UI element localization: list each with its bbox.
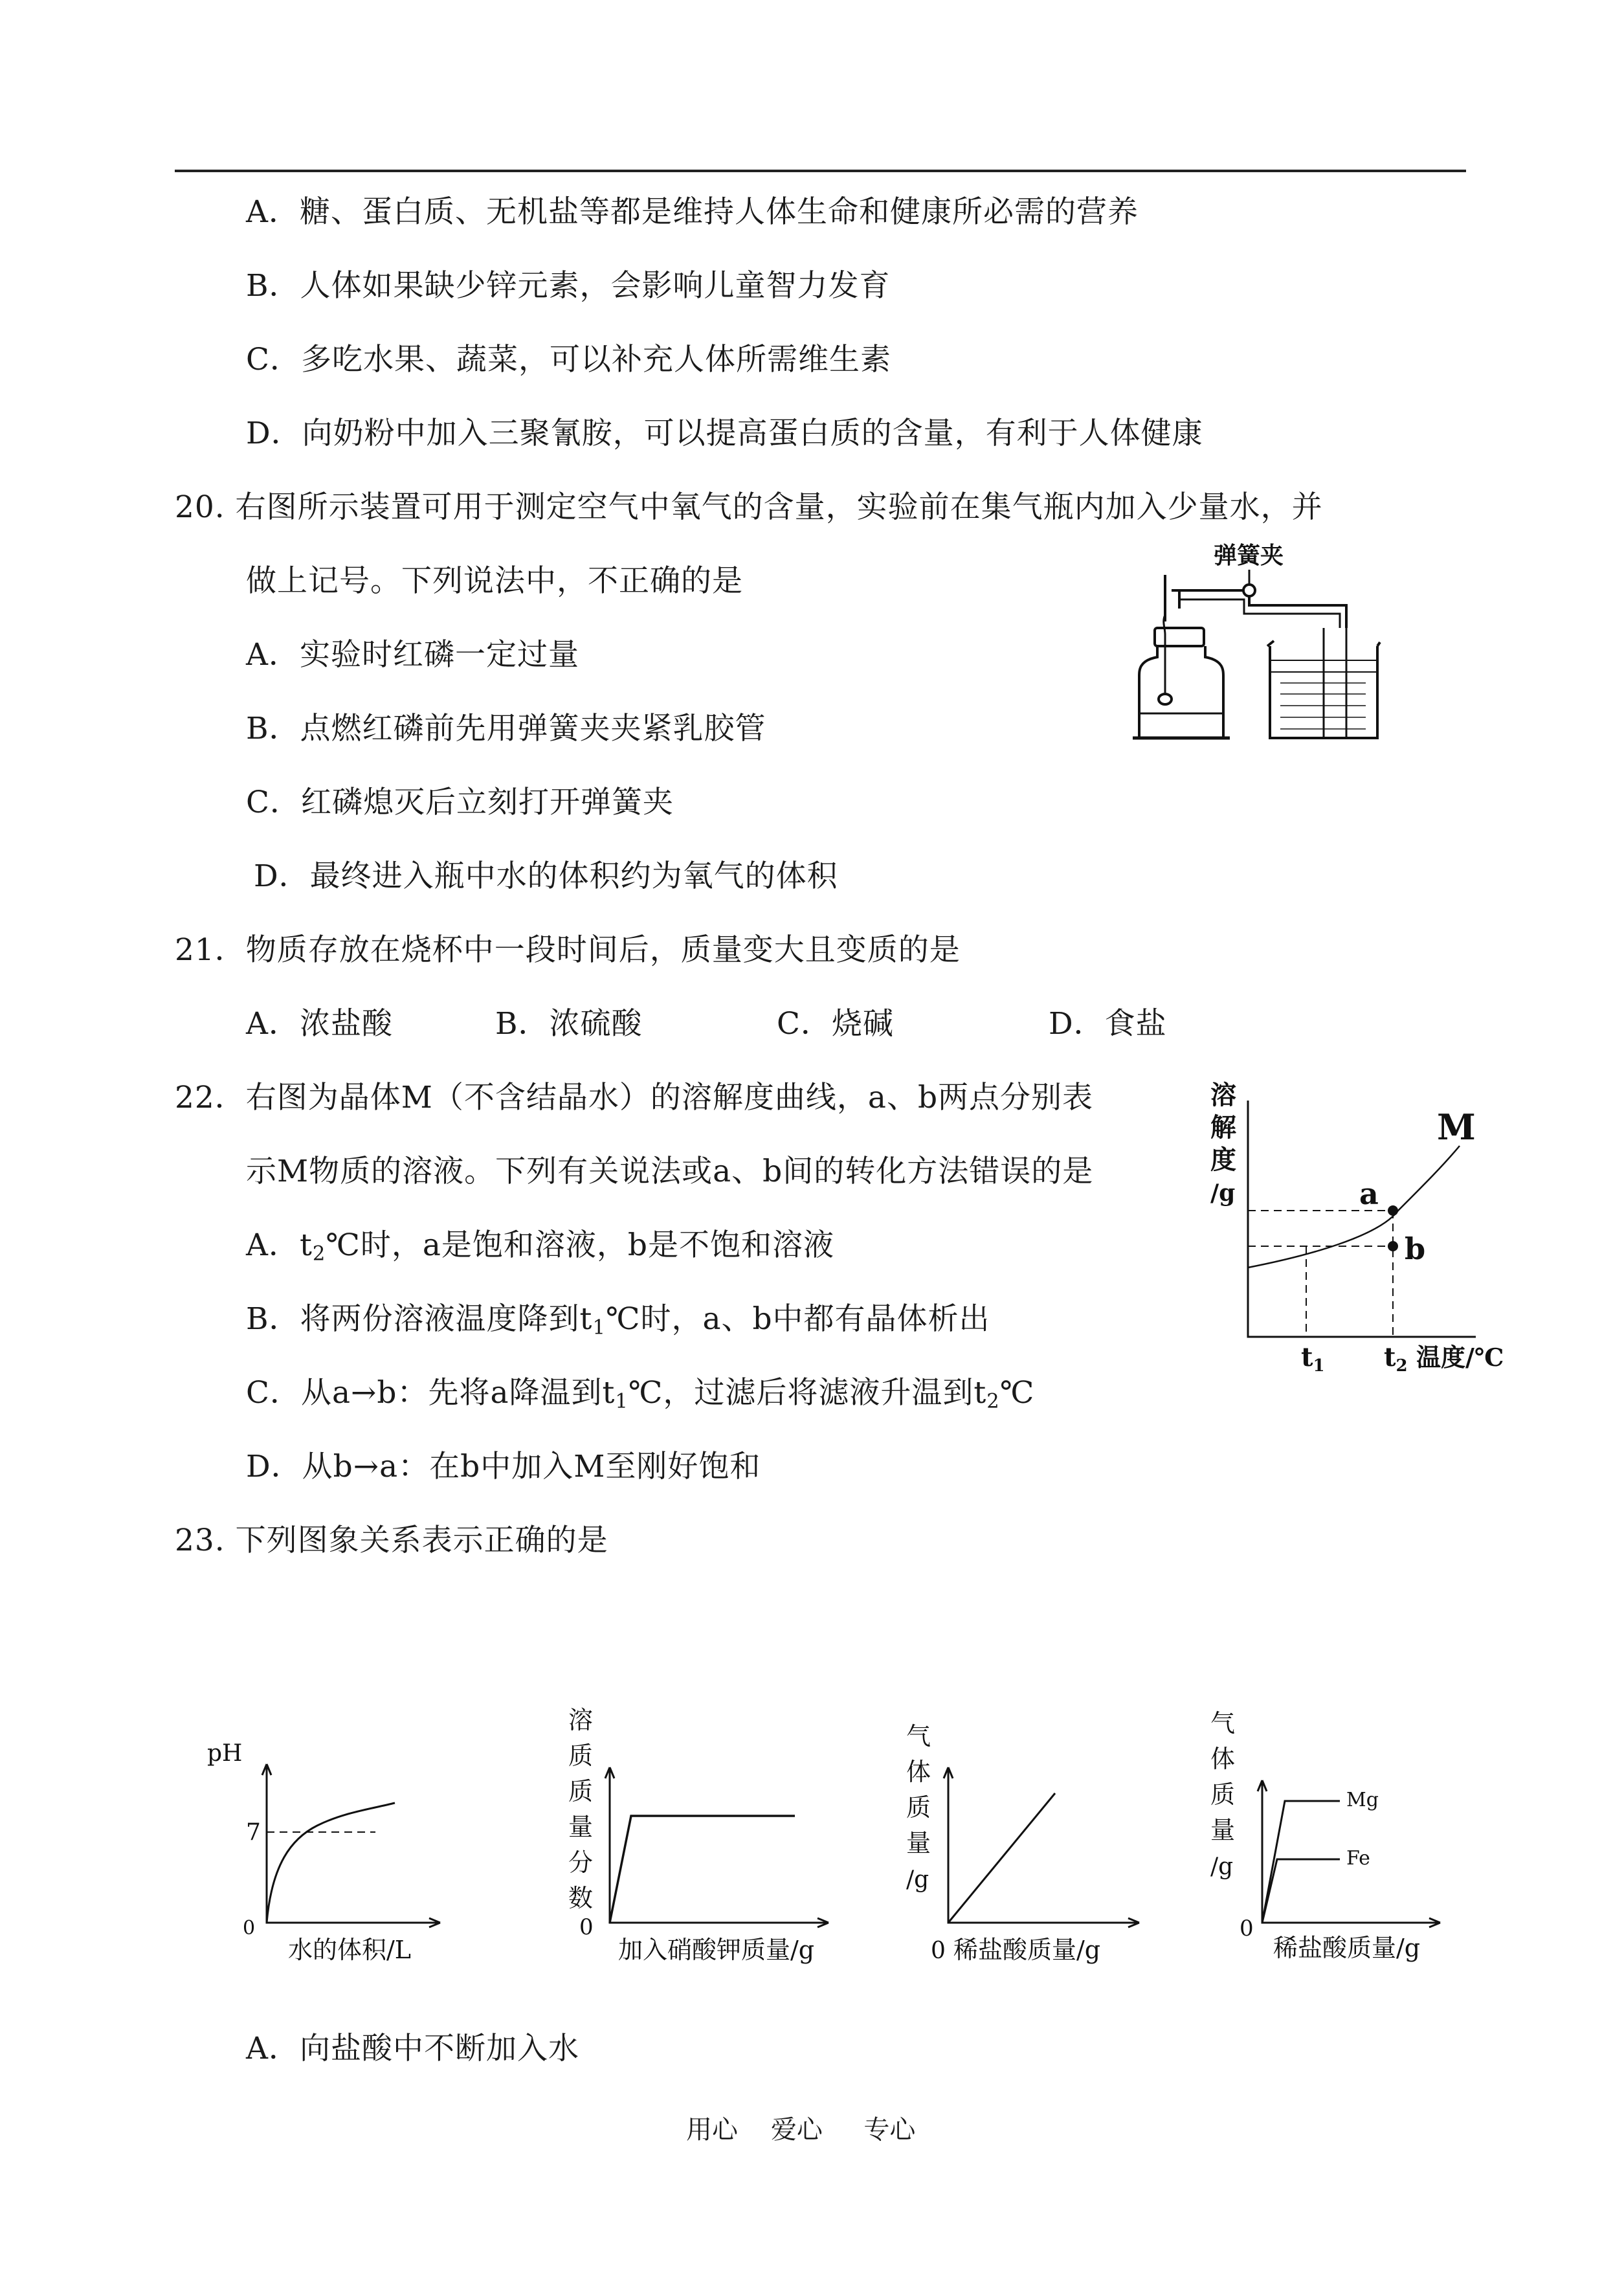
svg-text:pH: pH bbox=[207, 1740, 243, 1767]
page-footer: 用心 爱心 专心 bbox=[686, 2115, 916, 2145]
q23-stem: 23. 下列图象关系表示正确的是 bbox=[175, 1523, 608, 1558]
q23-option-a: A．向盐酸中不断加入水 bbox=[246, 2031, 579, 2066]
svg-text:0: 0 bbox=[931, 1938, 946, 1964]
point-b-label: b bbox=[1405, 1231, 1426, 1266]
svg-text:水的体积/L: 水的体积/L bbox=[288, 1936, 412, 1964]
q19-option-d: D．向奶粉中加入三聚氰胺，可以提高蛋白质的含量，有利于人体健康 bbox=[246, 416, 1203, 451]
x-axis-label: 温度/℃ bbox=[1416, 1343, 1504, 1372]
spring-clip-label: 弹簧夹 bbox=[1214, 542, 1284, 569]
svg-text:/g: /g bbox=[1210, 1853, 1234, 1880]
q20-stem-line2: 做上记号。下列说法中，不正确的是 bbox=[246, 563, 743, 599]
svg-text:质: 质 bbox=[906, 1793, 931, 1822]
svg-text:数: 数 bbox=[568, 1884, 594, 1912]
svg-text:/g: /g bbox=[1210, 1180, 1236, 1207]
graph-solute-fraction bbox=[557, 1696, 848, 1974]
svg-text:稀盐酸质量/g: 稀盐酸质量/g bbox=[1273, 1934, 1421, 1962]
q22-option-b: B．将两份溶液温度降到$t_1℃$时，a、b中都有晶体析出 bbox=[246, 1301, 990, 1339]
q19-option-a: A．糖、蛋白质、无机盐等都是维持人体生命和健康所必需的营养 bbox=[246, 194, 1139, 230]
svg-text:溶: 溶 bbox=[1210, 1080, 1236, 1110]
graph-gas-linear bbox=[893, 1716, 1152, 1974]
q22-stem-line2: 示M物质的溶液。下列有关说法或a、b间的转化方法错误的是 bbox=[246, 1154, 1094, 1189]
svg-text:气: 气 bbox=[906, 1722, 931, 1751]
svg-text:t1: $t_1$ bbox=[1301, 1342, 1325, 1376]
svg-text:量: 量 bbox=[1210, 1816, 1236, 1844]
svg-text:度: 度 bbox=[1210, 1145, 1236, 1175]
graph-ph bbox=[201, 1728, 460, 1974]
svg-text:解: 解 bbox=[1210, 1112, 1236, 1143]
svg-text:质: 质 bbox=[568, 1741, 594, 1770]
q22-option-a: A．$t_2℃$时，a是饱和溶液，b是不饱和溶液 bbox=[246, 1227, 834, 1266]
curve-m bbox=[1248, 1146, 1460, 1268]
q21-option-d: D．食盐 bbox=[1049, 1006, 1167, 1042]
svg-text:量: 量 bbox=[568, 1813, 594, 1841]
point-a-label: a bbox=[1359, 1176, 1379, 1211]
q19-option-b: B．人体如果缺少锌元素，会影响儿童智力发育 bbox=[246, 268, 891, 304]
svg-text:0: 0 bbox=[243, 1917, 256, 1940]
q20-option-d: D．最终进入瓶中水的体积约为氧气的体积 bbox=[254, 858, 838, 894]
solubility-curve-chart bbox=[1210, 1075, 1515, 1379]
q21-stem: 21．物质存放在烧杯中一段时间后，质量变大且变质的是 bbox=[175, 932, 961, 968]
svg-text:分: 分 bbox=[568, 1848, 594, 1877]
point-b bbox=[1388, 1241, 1398, 1251]
q22-option-d: D．从b→a：在b中加入M至刚好饱和 bbox=[246, 1449, 761, 1484]
svg-text:气: 气 bbox=[1210, 1709, 1236, 1738]
q20-stem-line1: 20. 右图所示装置可用于测定空气中氧气的含量，实验前在集气瓶内加入少量水，并 bbox=[175, 489, 1323, 525]
svg-text:溶: 溶 bbox=[568, 1706, 594, 1734]
q20-option-b: B．点燃红磷前先用弹簧夹夹紧乳胶管 bbox=[246, 711, 766, 746]
svg-text:质: 质 bbox=[1210, 1780, 1236, 1809]
svg-text:0: 0 bbox=[579, 1914, 594, 1940]
q22-option-c: C．从a→b：先将a降温到$t_1℃$，过滤后将滤液升温到$t_2℃$ bbox=[246, 1375, 1035, 1413]
q20-option-a: A．实验时红磷一定过量 bbox=[246, 637, 579, 673]
q21-option-c: C．烧碱 bbox=[777, 1006, 894, 1042]
svg-text:Fe: Fe bbox=[1346, 1847, 1370, 1870]
q21-option-a: A．浓盐酸 bbox=[246, 1006, 393, 1042]
svg-text:7: 7 bbox=[246, 1819, 261, 1846]
svg-text:体: 体 bbox=[1210, 1745, 1236, 1773]
oxygen-apparatus-figure bbox=[1126, 544, 1398, 757]
curve-label: M bbox=[1437, 1106, 1476, 1148]
svg-text:/g: /g bbox=[906, 1866, 929, 1893]
svg-text:t2: $t_2$ bbox=[1384, 1342, 1408, 1376]
svg-text:稀盐酸质量/g: 稀盐酸质量/g bbox=[953, 1936, 1101, 1964]
header-rule bbox=[175, 170, 1466, 172]
svg-text:质: 质 bbox=[568, 1777, 594, 1806]
q20-option-c: C．红磷熄灭后立刻打开弹簧夹 bbox=[246, 785, 674, 820]
q21-option-b: B．浓硫酸 bbox=[495, 1006, 643, 1042]
svg-text:量: 量 bbox=[906, 1829, 931, 1857]
q19-option-c: C．多吃水果、蔬菜，可以补充人体所需维生素 bbox=[246, 342, 891, 377]
svg-text:体: 体 bbox=[906, 1758, 931, 1786]
svg-text:0: 0 bbox=[1240, 1916, 1254, 1941]
point-a bbox=[1388, 1205, 1398, 1216]
q22-stem-line1: 22．右图为晶体M（不含结晶水）的溶解度曲线，a、b两点分别表 bbox=[175, 1080, 1094, 1115]
svg-text:Mg: Mg bbox=[1346, 1789, 1379, 1811]
graph-mg-fe bbox=[1201, 1703, 1473, 1974]
svg-text:加入硝酸钾质量/g: 加入硝酸钾质量/g bbox=[618, 1936, 815, 1964]
